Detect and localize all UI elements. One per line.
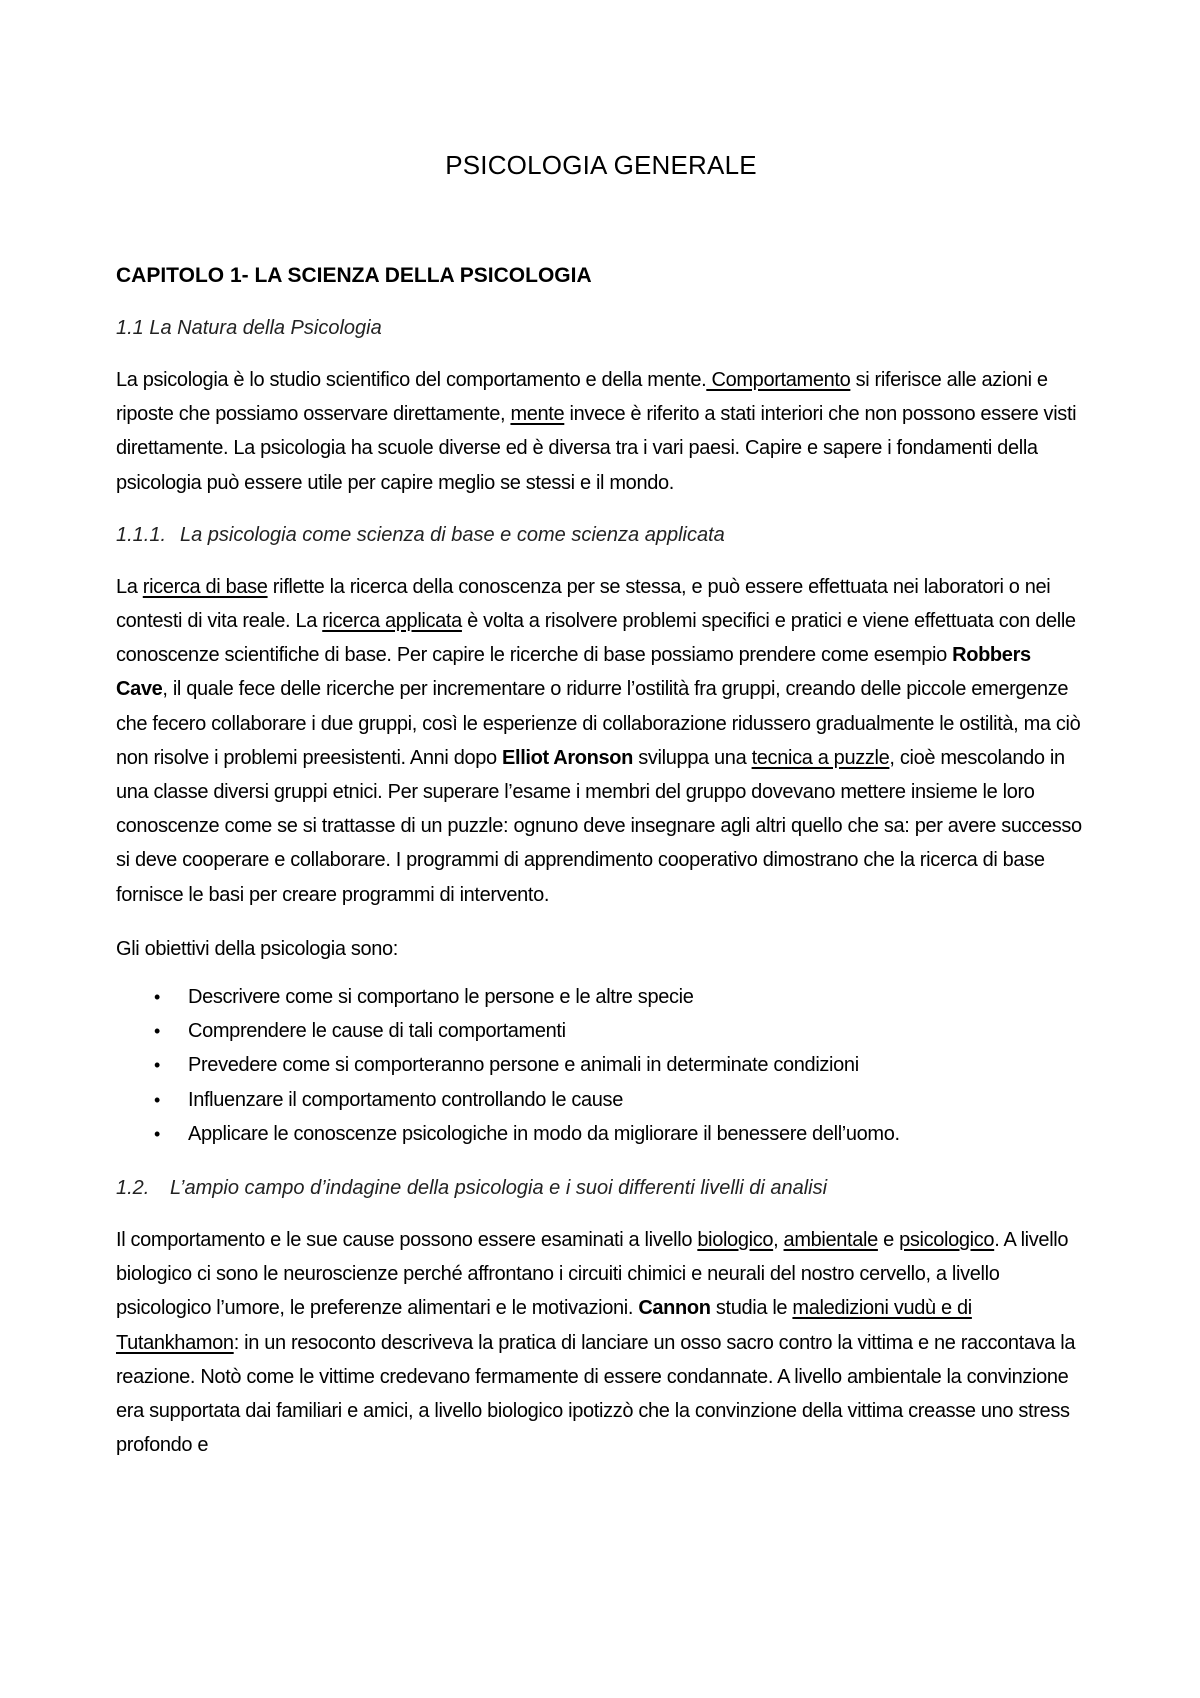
text-run: : in un resoconto descriveva la pratica di lanciare un osso sacro contro la vittima e ne raccontava la reazione. Notò come le vittime credevano fermamente di essere condannate. A livello ambientale la convinzione era supportata dai familiari e amici, a livello biologico ipotizzò che la convinzione della vittima creasse uno stress profondo e — [116, 1331, 1076, 1457]
list-item — [116, 1014, 1086, 1048]
section-heading-1-2 — [116, 1173, 1086, 1203]
text-run: La — [116, 575, 143, 598]
text-run: . A livello biologico ci sono le neuroscienze perché affrontano i circuiti chimici e neurali del nostro cervello, a livello psicologico l’umore, le preferenze alimentari e le motivazioni. — [116, 1229, 1069, 1320]
term-biologico: biologico — [697, 1229, 774, 1252]
term-maledizioni: maledizioni vudù e di Tutankhamon — [116, 1297, 972, 1354]
text-run: è volta a risolvere problemi specifici e pratici e viene effettuata con delle conoscenze scientifiche di base. Per capire le ricerche di base possiamo prendere come esempio — [116, 610, 1076, 667]
bullet-icon: • — [154, 1021, 160, 1042]
list-item — [116, 1083, 1086, 1117]
list-item-text: Comprendere le cause di tali comportamenti — [188, 1020, 566, 1043]
list-item-text: Applicare le conoscenze psicologiche in modo da migliorare il benessere dell’uomo. — [188, 1122, 900, 1145]
term-ricerca-applicata: ricerca applicata — [322, 610, 462, 633]
bullet-icon: • — [154, 1089, 160, 1110]
term-ambientale: ambientale — [783, 1229, 878, 1252]
list-item — [116, 1048, 1086, 1082]
text-run: , il quale fece delle ricerche per incrementare o ridurre l’ostilità fra gruppi, creando delle piccole emergenze che fecero collaborare i due gruppi, così le esperienze di collaborazione ridussero gradualmente le ostilità, ma ciò non risolve i problemi preesistenti. Anni dopo — [116, 678, 1081, 769]
text-run: e — [877, 1229, 900, 1252]
section-number: 1.2. — [116, 1177, 150, 1200]
bullet-icon: • — [154, 1123, 160, 1144]
list-item — [116, 1117, 1086, 1151]
list-item-text: Descrivere come si comportano le persone e le altre specie — [188, 986, 694, 1009]
text-run: invece è riferito a stati interiori che non possono essere visti direttamente. La psicologia ha scuole diverse ed è diversa tra i vari paesi. Capire e sapere i fondamenti della psicologia può essere utile per capire meglio se stessi e il mondo. — [116, 403, 1077, 494]
document-content — [116, 145, 1086, 1482]
document-title: PSICOLOGIA GENERALE — [445, 150, 757, 180]
bullet-icon: • — [154, 987, 160, 1008]
name-robbers-cave: Robbers Cave — [116, 644, 1031, 701]
paragraph-levels-of-analysis — [116, 1223, 1086, 1462]
section-title: L’ampio campo d’indagine della psicologia e i suoi differenti livelli di analisi — [170, 1177, 828, 1200]
text-run: , cioè mescolando in una classe diversi gruppi etnici. Per superare l’esame i membri del gruppo dovevano mettere insieme le loro conoscenze come se si trattasse di un puzzle: ognuno deve insegnare agli altri quello che sa: per avere successo si deve cooperare e collaborare. I programmi di apprendimento cooperativo dimostrano che la ricerca di base fornisce le basi per creare programmi di intervento. — [116, 746, 1082, 906]
section-heading-1-1-1 — [116, 520, 1086, 550]
paragraph-nature-of-psychology — [116, 363, 1086, 500]
section-title: La psicologia come scienza di base e come scienza applicata — [180, 523, 725, 546]
text-run: sviluppa una — [633, 746, 752, 769]
goals-list — [116, 980, 1086, 1151]
list-item-text: Influenzare il comportamento controllando le cause — [188, 1088, 623, 1111]
text-run: La psicologia è lo studio scientifico del comportamento e della mente. — [116, 369, 707, 391]
paragraph-basic-applied-research — [116, 570, 1086, 912]
name-cannon: Cannon — [638, 1297, 711, 1320]
term-mente: mente — [510, 403, 565, 426]
text-run: studia le — [710, 1297, 793, 1320]
text-run: Il comportamento e le sue cause possono essere esaminati a livello — [116, 1229, 698, 1252]
section-heading-1-1: 1.1 La Natura della Psicologia — [116, 317, 382, 339]
term-psicologico: psicologico — [899, 1229, 995, 1252]
section-number: 1.1.1. — [116, 523, 167, 546]
text-run: , — [773, 1229, 784, 1252]
bullet-icon: • — [154, 1055, 160, 1076]
list-item-text: Prevedere come si comporteranno persone e animali in determinate condizioni — [188, 1054, 859, 1077]
goals-intro: Gli obiettivi della psicologia sono: — [116, 937, 399, 960]
text-run: riflette la ricerca della conoscenza per se stessa, e può essere effettuata nei laboratori o nei contesti di vita reale. La — [116, 575, 1051, 633]
chapter-heading: CAPITOLO 1- LA SCIENZA DELLA PSICOLOGIA — [116, 264, 592, 287]
term-tecnica-a-puzzle: tecnica a puzzle — [751, 746, 890, 769]
text-run: si riferisce alle azioni e riposte che possiamo osservare direttamente, — [116, 369, 1048, 426]
term-comportamento: Comportamento — [706, 369, 851, 391]
term-ricerca-di-base: ricerca di base — [142, 575, 268, 598]
list-item — [116, 980, 1086, 1014]
name-elliot-aronson: Elliot Aronson — [502, 746, 634, 769]
